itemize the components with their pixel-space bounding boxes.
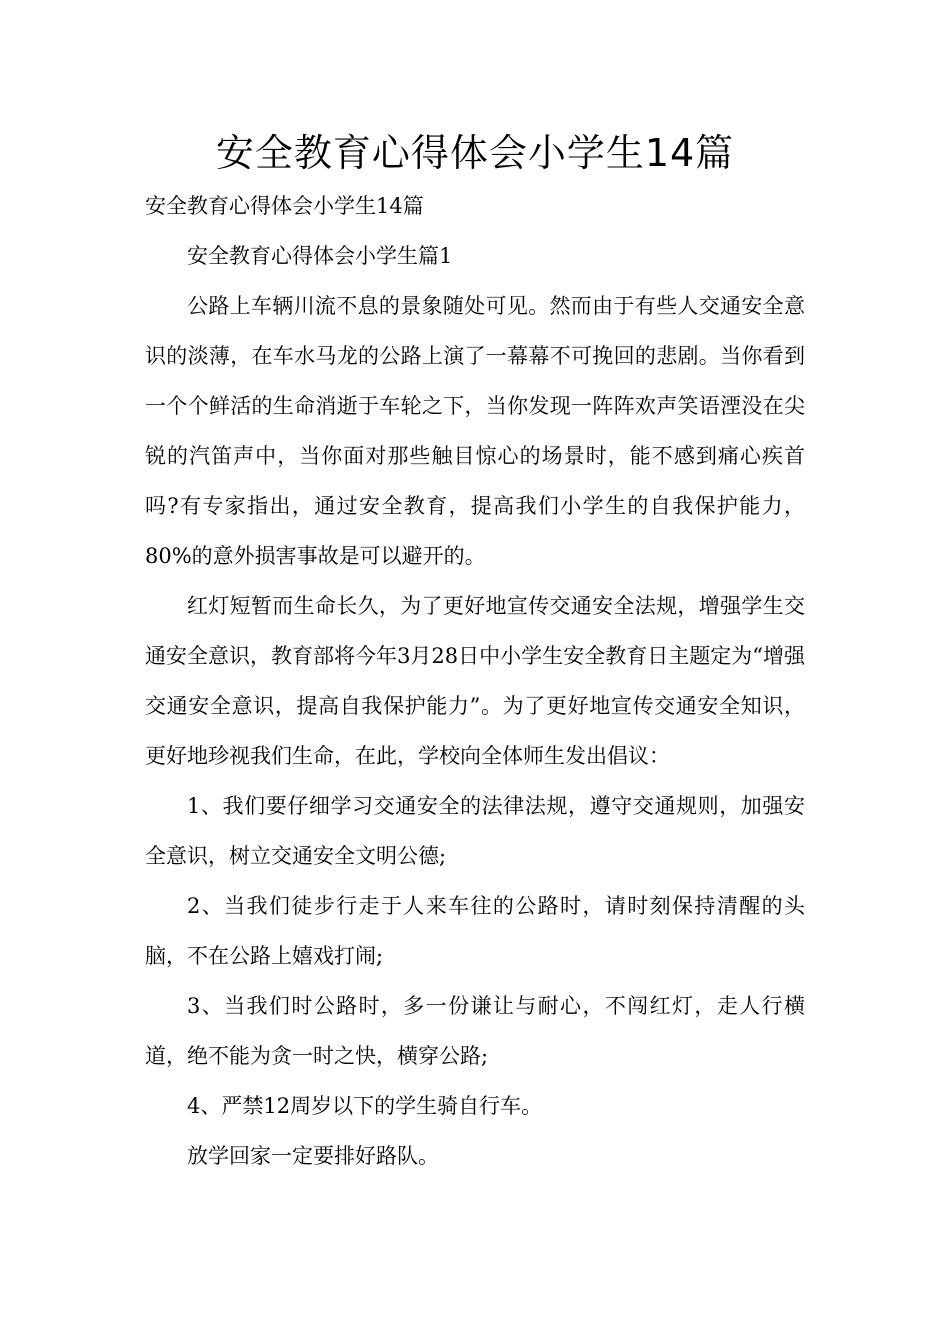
document-subtitle: 安全教育心得体会小学生14篇 xyxy=(145,194,424,218)
list-item-4: 4、严禁12周岁以下的学生骑自行车。 xyxy=(187,1094,543,1118)
paragraph-1: 公路上车辆川流不息的景象随处可见。然而由于有些人交通安全意识的淡薄，在车水马龙的公路上演了一幕幕不可挽回的悲剧。当你看到一个个鲜活的生命消逝于车轮之下，当你发现一阵阵欢声笑语湮没在尖锐的汽笛声中，当你面对那些触目惊心的场景时，能不感到痛心疾首吗?有专家指出，通过安全教育，提高我们小学生的自我保护能力，80%的意外损害事故是可以避开的。 xyxy=(145,294,805,568)
document-title: 安全教育心得体会小学生14篇 xyxy=(215,131,735,175)
paragraph-2: 红灯短暂而生命长久，为了更好地宣传交通安全法规，增强学生交通安全意识，教育部将今年3月28日中小学生安全教育日主题定为“增强交通安全意识，提高自我保护能力”。为了更好地宣传交通安全知识，更好地珍视我们生命，在此，学校向全体师生发出倡议： xyxy=(145,594,805,768)
document-body xyxy=(145,181,805,1181)
section-heading: 安全教育心得体会小学生篇1 xyxy=(187,244,453,268)
list-item-1: 1、我们要仔细学习交通安全的法律法规，遵守交通规则，加强安全意识，树立交通安全文明公德; xyxy=(145,794,805,868)
list-item-3: 3、当我们时公路时，多一份谦让与耐心，不闯红灯，走人行横道，绝不能为贪一时之快，横穿公路; xyxy=(145,994,805,1068)
closing-paragraph: 放学回家一定要排好路队。 xyxy=(187,1144,439,1168)
list-item-2: 2、当我们徒步行走于人来车往的公路时，请时刻保持清醒的头脑，不在公路上嬉戏打闹; xyxy=(145,894,805,968)
